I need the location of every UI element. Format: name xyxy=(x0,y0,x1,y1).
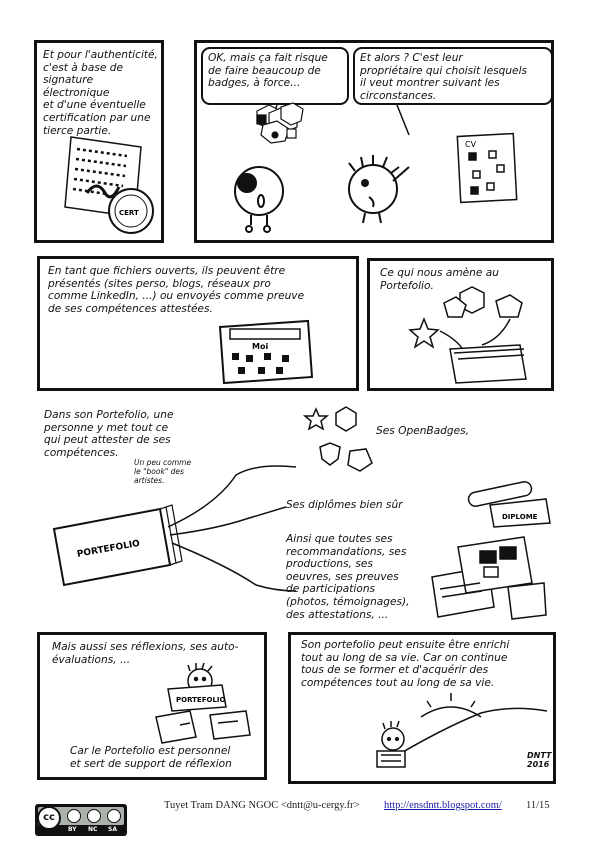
openbadges-text: Ses OpenBadges, xyxy=(376,425,470,437)
panel-portfolio-intro xyxy=(367,258,554,391)
reflecting-character xyxy=(150,665,250,743)
panel-open-files xyxy=(37,256,359,391)
panel-portfolio-intro-text: Ce qui nous amène au Portefolio. xyxy=(380,267,499,292)
sunrise-character xyxy=(351,699,551,779)
page-number: 11/15 xyxy=(526,800,550,811)
reflection-folder-label: PORTEFOLIO xyxy=(176,696,226,704)
conversation-scene xyxy=(197,43,557,243)
screen-label: Moi xyxy=(252,342,269,351)
panel-authenticity xyxy=(34,40,164,243)
panel-lifelong-text: Son portefolio peut ensuite être enrichi tout au long de sa vie. Car on continue tous de se former et d'acquérir des compétences tout au long de sa vie. xyxy=(301,639,510,689)
openbadges-icon xyxy=(306,405,386,473)
panel-open-files-text: En tant que fichiers ouverts, ils peuvent être présentés (sites perso, blogs, réseaux pro comme LinkedIn, ...) ou envoyés comme preuve de ses compétences attestées. xyxy=(48,265,305,315)
cv-label: CV xyxy=(465,140,477,149)
sa-icon xyxy=(107,809,121,823)
diploma-scroll-icon xyxy=(460,471,550,527)
license-sa-label: SA xyxy=(108,826,117,833)
panel-reflection-bottom-text: Car le Portefolio est personnel et sert de support de réflexion xyxy=(70,745,232,770)
stamp-label: CERT xyxy=(119,209,139,217)
speech-bubble-left-text: OK, mais ça fait risque de faire beaucoup de badges, à force... xyxy=(208,52,328,90)
license-badge[interactable] xyxy=(35,804,127,836)
folder-label: PORTEFOLIO xyxy=(76,538,141,560)
footer-link-wrap xyxy=(384,800,502,811)
panel-portfolio-content xyxy=(36,405,556,625)
badge-pile-icon xyxy=(257,103,303,143)
badges-into-folder-icon xyxy=(400,287,540,387)
panel-conversation xyxy=(194,40,554,243)
footer-author: Tuyet Tram DANG NGOC <dntt@u-cergy.fr> xyxy=(164,800,360,811)
license-by-label: BY xyxy=(68,826,77,833)
panel-reflection xyxy=(37,632,267,780)
artist-signature: DNTT 2016 xyxy=(527,751,552,769)
cc-icon-label: cc xyxy=(43,812,55,823)
panel-reflection-top-text: Mais aussi ses réflexions, ses auto- évaluations, ... xyxy=(52,641,239,666)
blog-link[interactable]: http://ensdntt.blogspot.com/ xyxy=(384,800,502,811)
cc-icon xyxy=(37,806,61,830)
panel-lifelong xyxy=(288,632,556,784)
character-left xyxy=(235,167,283,232)
by-icon xyxy=(67,809,81,823)
signed-document-icon xyxy=(57,129,162,239)
portfolio-intro-text: Dans son Portefolio, une personne y met tout ce qui peut attester de ses compétences. xyxy=(44,409,174,459)
character-right xyxy=(349,155,409,223)
nc-icon xyxy=(87,809,101,823)
diploma-label: DIPLOME xyxy=(502,513,538,521)
license-nc-label: NC xyxy=(88,826,98,833)
photos-documents-icon xyxy=(428,537,548,625)
diplomas-text: Ses diplômes bien sûr xyxy=(286,499,403,511)
profile-screen-icon xyxy=(216,319,316,385)
book-note: Un peu comme le "book" des artistes. xyxy=(134,458,192,485)
speech-bubble-right-text: Et alors ? C'est leur propriétaire qui choisit lesquels il veut montrer suivant les circonstances. xyxy=(360,52,528,102)
panel-authenticity-text: Et pour l'authenticité, c'est à base de signature électronique et d'une éventuelle certification par une tierce partie. xyxy=(43,49,158,137)
more-evidence-text: Ainsi que toutes ses recommandations, ses productions, ses oeuvres, ses preuves de participations (photos, témoignages), des attestations, ... xyxy=(286,533,410,621)
